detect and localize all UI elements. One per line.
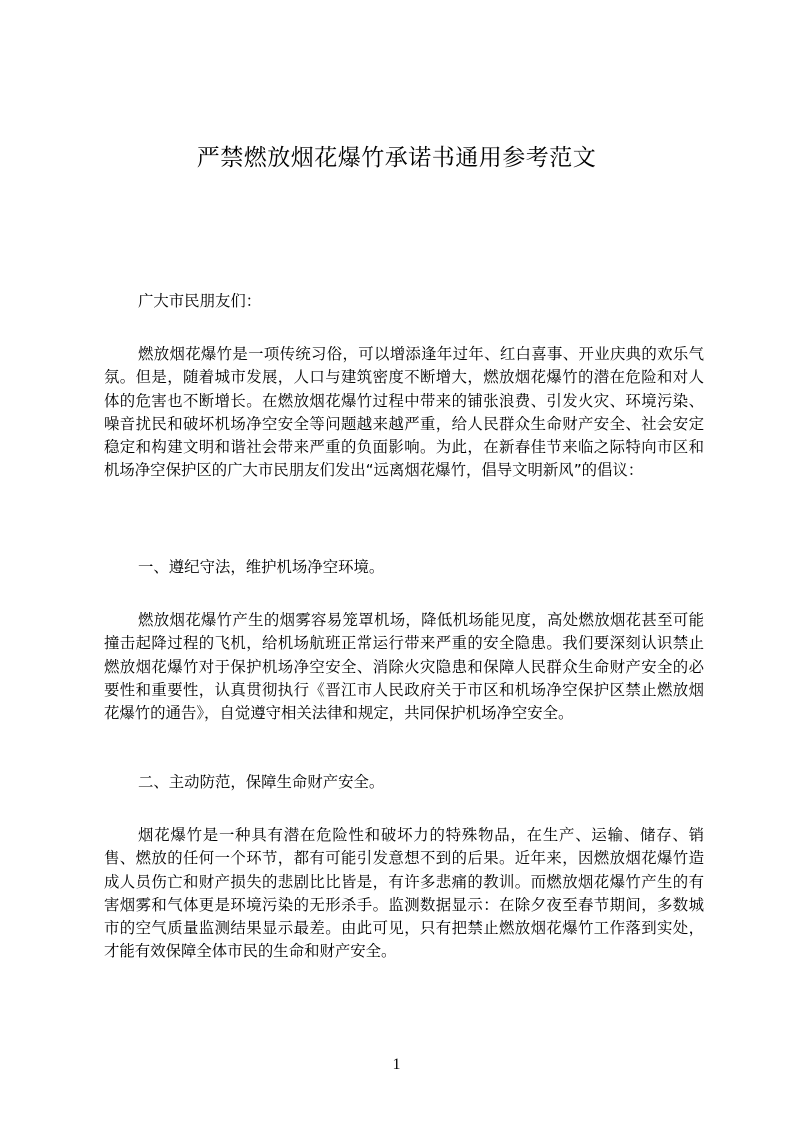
document-title: 严禁燃放烟花爆竹承诺书通用参考范文 (196, 145, 597, 171)
salutation-text: 广大市民朋友们： (138, 292, 262, 310)
introduction-paragraph: 燃放烟花爆竹是一项传统习俗，可以增添逢年过年、红白喜事、开业庆典的欢乐气氛。但是，随着城市发展，人口与建筑密度不断增大，燃放烟花爆竹的潜在危险和对人体的危害也不断增长。在燃放烟花爆竹过程中带来的铺张浪费、引发火灾、环境污染、噪音扰民和破坏机场净空安全等问题越来越严重，给人民群众生命财产安全、社会安定稳定和构建文明和谐社会带来严重的负面影响。为此，在新春佳节来临之际特向市区和机场净空保护区的广大市民朋友们发出“远离烟花爆竹，倡导文明新风”的倡议： (104, 345, 704, 480)
page-number: 1 (392, 1056, 401, 1073)
section-one-paragraph: 燃放烟花爆竹产生的烟雾容易笼罩机场，降低机场能见度，高处燃放烟花甚至可能撞击起降过程的飞机，给机场航班正常运行带来严重的安全隐患。我们要深刻认识禁止燃放烟花爆竹对于保护机场净空安全、消除火灾隐患和保障人民群众生命财产安全的必要性和重要性，认真贯彻执行《晋江市人民政府关于市区和机场净空保护区禁止燃放烟花爆竹的通告》，自觉遵守相关法律和规定，共同保护机场净空安全。 (104, 611, 704, 723)
section-heading-two: 二、主动防范，保障生命财产安全。 (138, 773, 385, 791)
section-two-paragraph: 烟花爆竹是一种具有潜在危险性和破坏力的特殊物品，在生产、运输、储存、销售、燃放的任何一个环节，都有可能引发意想不到的后果。近年来，因燃放烟花爆竹造成人员伤亡和财产损失的悲剧比比皆是，有许多悲痛的教训。而燃放烟花爆竹产生的有害烟雾和气体更是环境污染的无形杀手。监测数据显示：在除夕夜至春节期间，多数城市的空气质量监测结果显示最差。由此可见，只有把禁止燃放烟花爆竹工作落到实处，才能有效保障全体市民的生命和财产安全。 (104, 826, 704, 961)
section-heading-one: 一、遵纪守法，维护机场净空环境。 (138, 558, 385, 576)
